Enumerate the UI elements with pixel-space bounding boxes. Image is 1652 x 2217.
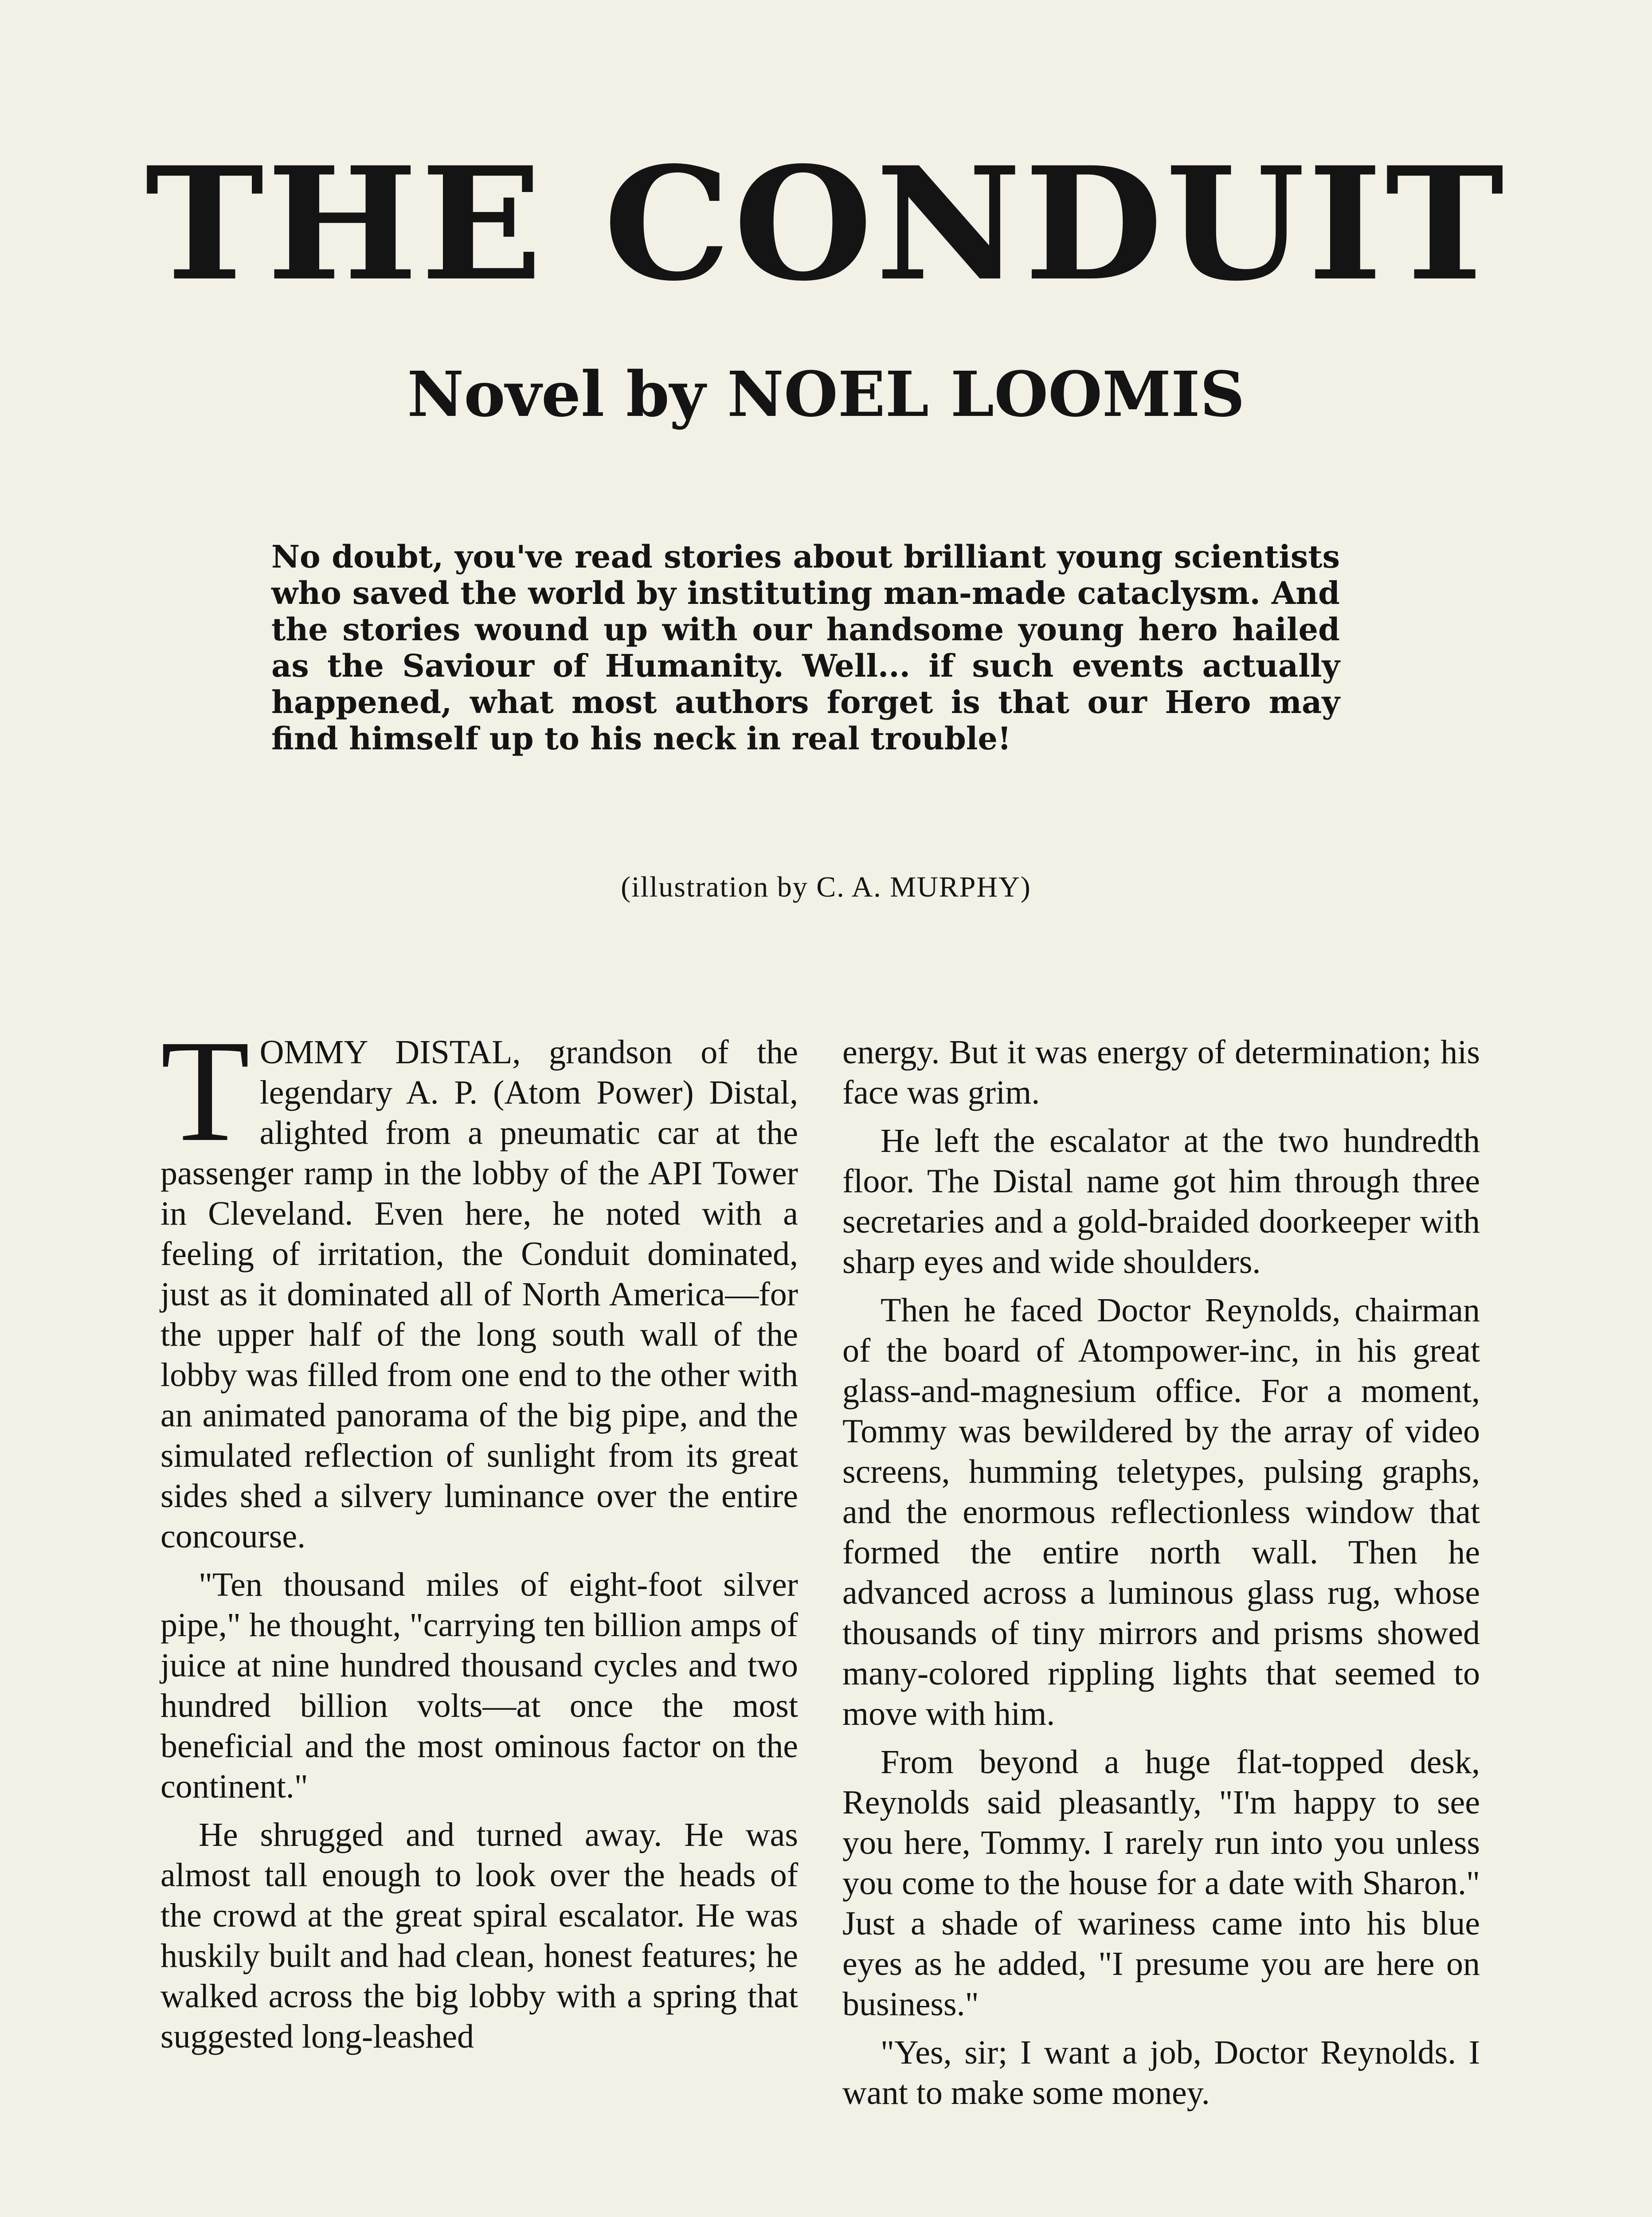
author-byline: Novel by NOEL LOOMIS: [407, 358, 1245, 431]
story-title: THE CONDUIT: [145, 133, 1507, 315]
story-teaser: No doubt, you've read stories about brilliant young scientists who saved the world by instituting man-made cataclysm. And the stories wound up with our handsome young hero hailed as the Saviour of Humanity. Well... if such events actually happened, what most authors forget is that our Hero may find himself up to his neck in real trouble!: [271, 538, 1340, 757]
paragraph: "Yes, sir; I want a job, Doctor Reynolds. I want to make some money.: [842, 2034, 1480, 2111]
text-column-right: [842, 1032, 1480, 2121]
drop-cap: T: [161, 1010, 250, 1172]
paragraph: He left the escalator at the two hundredth floor. The Distal name got him through three secretaries and a gold-braided doorkeeper with sharp eyes and wide shoulders.: [842, 1122, 1480, 1281]
paragraph: He shrugged and turned away. He was almost tall enough to look over the heads of the crowd at the great spiral escalator. He was huskily built and had clean, honest features; he walked across the big lobby with a spring that suggested long-leashed: [161, 1816, 798, 2055]
paragraph: [161, 1010, 798, 1557]
paragraph: energy. But it was energy of determination; his face was grim.: [842, 1034, 1480, 1111]
paragraph-text: OMMY DISTAL, grandson of the legendary A. P. (Atom Power) Distal, alighted from a pneumatic car at the passenger ramp in the lobby of the API Tower in Cleveland. Even here, he noted with a feeling of irritation, the Conduit dominated, just as it dominated all of North America—for the upper half of the long south wall of the lobby was filled from one end to the other with an animated panorama of the big pipe, and the simulated reflection of sunlight from its great sides shed a silvery luminance over the entire concourse.: [161, 1034, 798, 1555]
paragraph: From beyond a huge flat-topped desk, Reynolds said pleasantly, "I'm happy to see you here, Tommy. I rarely run into you unless you come to the house for a date with Sharon." Just a shade of wariness came into his blue eyes as he added, "I presume you are here on business.": [842, 1743, 1480, 2023]
paragraph: Then he faced Doctor Reynolds, chairman of the board of Atompower-inc, in his great glass-and-magnesium office. For a moment, Tommy was bewildered by the array of video screens, humming teletypes, pulsing graphs, and the enormous reflectionless window that formed the entire north wall. Then he advanced across a luminous glass rug, whose thousands of tiny mirrors and prisms showed many-colored rippling lights that seemed to move with him.: [842, 1292, 1480, 1732]
illustration-credit: (illustration by C. A. MURPHY): [621, 871, 1031, 903]
paragraph: "Ten thousand miles of eight-foot silver pipe," he thought, "carrying ten billion amps of juice at nine hundred thousand cycles and two hundred billion volts—at once the most beneficial and the most ominous factor on the continent.": [161, 1566, 798, 1805]
text-column-left: [161, 1010, 798, 2065]
